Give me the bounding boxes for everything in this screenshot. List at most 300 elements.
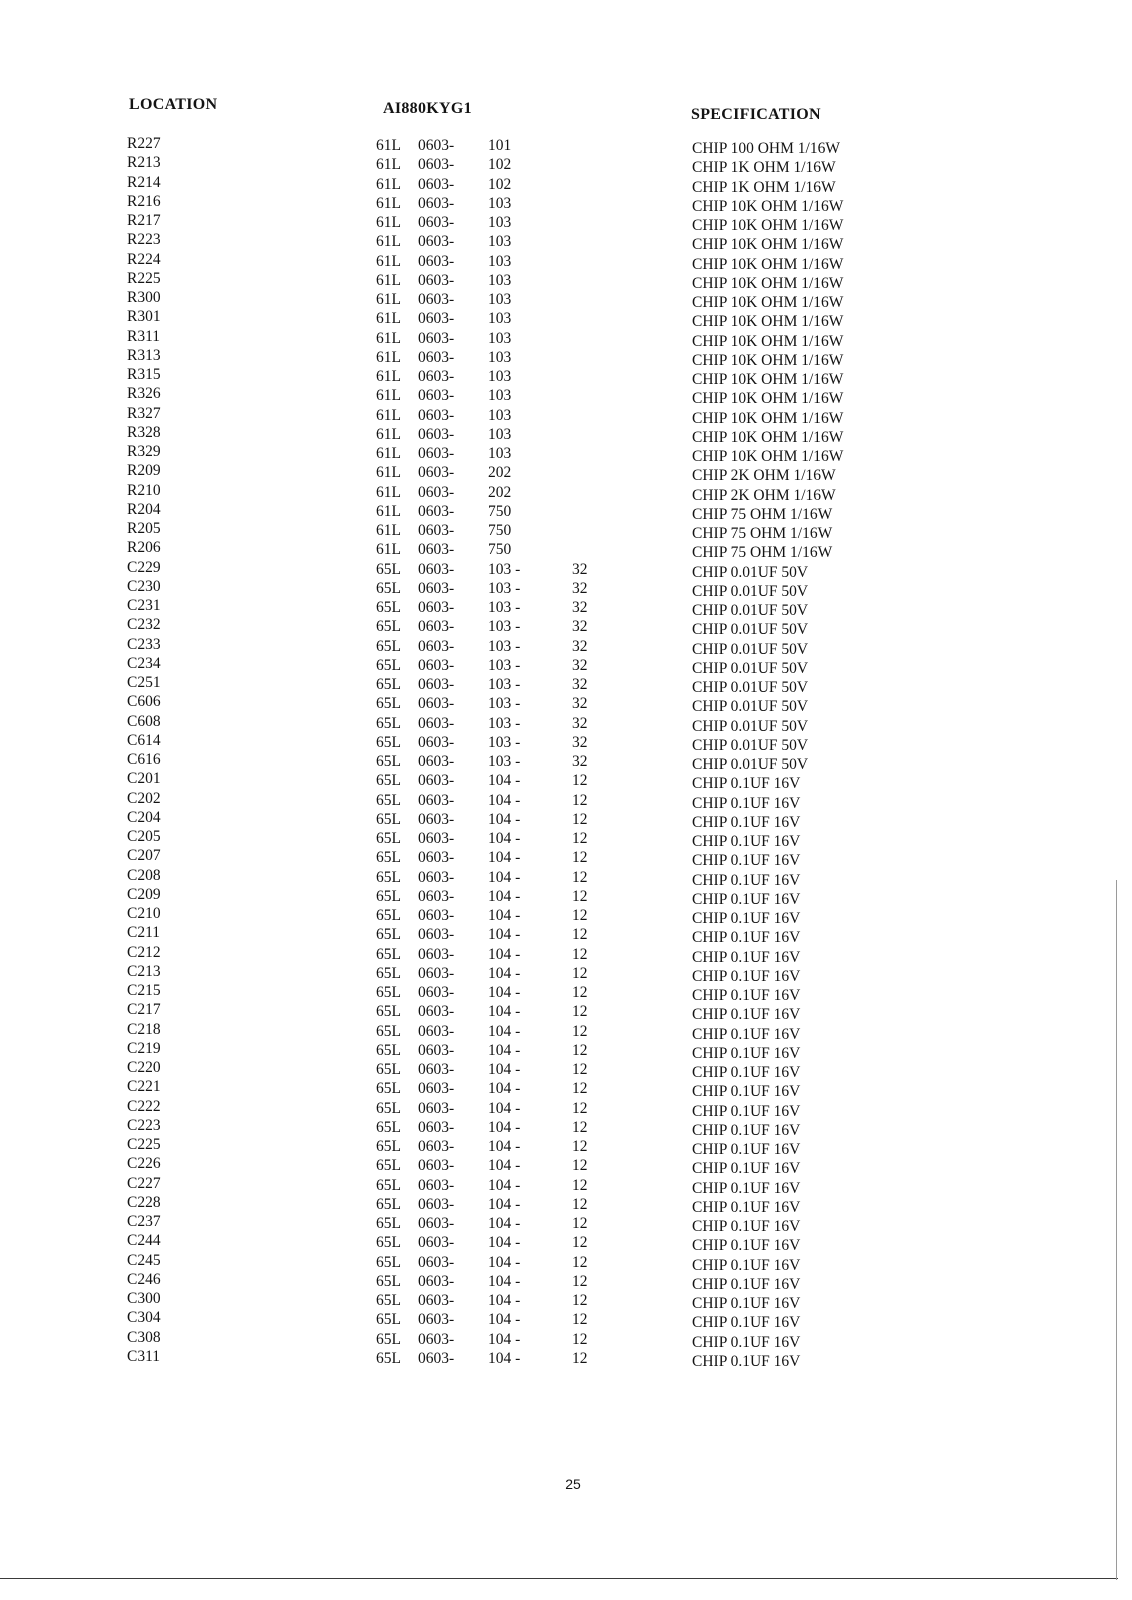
right-edge-line — [1116, 880, 1117, 1580]
value-code-cell: 103 — [488, 233, 512, 251]
location-cell: R206 — [127, 539, 161, 557]
value-code-cell: 103 — [488, 387, 512, 405]
part-prefix-cell: 65L — [376, 964, 401, 982]
specification-cell: CHIP 10K OHM 1/16W — [692, 236, 844, 254]
table-row — [0, 809, 1132, 829]
part-prefix-cell: 65L — [376, 907, 401, 924]
table-row — [0, 482, 1132, 502]
package-code-cell: 0603- — [418, 599, 455, 616]
part-prefix-cell: 65L — [376, 676, 401, 693]
location-cell: C202 — [127, 789, 161, 807]
table-row — [0, 559, 1132, 579]
location-cell: R204 — [127, 500, 161, 518]
package-code-cell: 0603- — [418, 656, 455, 674]
specification-cell: CHIP 0.01UF 50V — [692, 582, 809, 600]
table-row — [0, 174, 1132, 194]
location-cell: C245 — [127, 1251, 161, 1269]
tolerance-code-cell: 12 — [572, 791, 588, 809]
value-code-cell: 103 - — [488, 618, 521, 636]
table-row — [0, 944, 1132, 964]
value-code-cell: 104 - — [488, 1330, 521, 1348]
specification-cell: CHIP 0.1UF 16V — [692, 1275, 801, 1293]
specification-cell: CHIP 0.01UF 50V — [692, 659, 809, 677]
table-row — [0, 328, 1132, 348]
specification-cell: CHIP 1K OHM 1/16W — [692, 178, 836, 196]
part-prefix-cell: 61L — [376, 445, 401, 462]
package-code-cell: 0603- — [418, 830, 455, 847]
part-prefix-cell: 61L — [376, 310, 401, 328]
package-code-cell: 0603- — [418, 1176, 455, 1194]
table-row — [0, 424, 1132, 444]
part-prefix-cell: 65L — [376, 1215, 401, 1232]
package-code-cell: 0603- — [418, 1138, 455, 1155]
value-code-cell: 103 - — [488, 560, 521, 578]
location-cell: C230 — [127, 577, 161, 595]
specification-cell: CHIP 0.1UF 16V — [692, 948, 801, 966]
tolerance-code-cell: 12 — [572, 772, 588, 790]
tolerance-code-cell: 12 — [572, 1292, 588, 1309]
specification-cell: CHIP 0.1UF 16V — [692, 1141, 801, 1158]
specification-cell: CHIP 0.1UF 16V — [692, 1218, 801, 1235]
part-prefix-cell: 65L — [376, 560, 401, 578]
package-code-cell: 0603- — [418, 271, 455, 289]
package-code-cell: 0603- — [418, 791, 455, 809]
value-code-cell: 102 — [488, 156, 512, 174]
specification-cell: CHIP 0.1UF 16V — [692, 775, 801, 793]
part-prefix-cell: 61L — [376, 214, 401, 231]
location-cell: R326 — [127, 385, 161, 403]
tolerance-code-cell: 32 — [572, 579, 588, 597]
specification-cell: CHIP 0.1UF 16V — [692, 1006, 801, 1024]
specification-cell: CHIP 1K OHM 1/16W — [692, 159, 836, 177]
part-prefix-cell: 61L — [376, 194, 401, 212]
location-cell: C220 — [127, 1059, 161, 1076]
table-row — [0, 231, 1132, 254]
tolerance-code-cell: 32 — [572, 637, 588, 655]
tolerance-code-cell: 32 — [572, 560, 588, 578]
value-code-cell: 103 - — [488, 714, 521, 732]
location-cell: C308 — [127, 1328, 161, 1346]
package-code-cell: 0603- — [418, 560, 455, 578]
location-cell: C227 — [127, 1174, 161, 1192]
table-row — [0, 578, 1132, 598]
location-cell: R327 — [127, 404, 161, 422]
location-cell: R210 — [127, 481, 161, 499]
table-row — [0, 212, 1132, 232]
part-prefix-cell: 65L — [376, 810, 401, 828]
location-cell: C208 — [127, 866, 161, 884]
value-code-cell: 104 - — [488, 1349, 521, 1367]
value-code-cell: 104 - — [488, 868, 521, 886]
tolerance-code-cell: 12 — [572, 964, 588, 982]
specification-cell: CHIP 0.1UF 16V — [692, 1256, 801, 1274]
package-code-cell: 0603- — [418, 1080, 455, 1098]
package-code-cell: 0603- — [418, 1022, 455, 1040]
tolerance-code-cell: 32 — [572, 599, 588, 616]
specification-cell: CHIP 0.1UF 16V — [692, 1160, 801, 1178]
part-prefix-cell: 65L — [376, 1118, 401, 1136]
table-row — [0, 616, 1132, 639]
tolerance-code-cell: 32 — [572, 676, 588, 693]
location-cell: R225 — [127, 269, 161, 287]
location-cell: C237 — [127, 1213, 161, 1230]
specification-cell: CHIP 0.1UF 16V — [692, 967, 801, 985]
part-prefix-cell: 65L — [376, 1292, 401, 1309]
specification-cell: CHIP 100 OHM 1/16W — [692, 140, 840, 157]
package-code-cell: 0603- — [418, 926, 455, 944]
package-code-cell: 0603- — [418, 291, 455, 308]
specification-cell: CHIP 10K OHM 1/16W — [692, 217, 844, 234]
value-code-cell: 104 - — [488, 1080, 521, 1098]
tolerance-code-cell: 12 — [572, 1157, 588, 1175]
value-code-cell: 104 - — [488, 1157, 521, 1175]
package-code-cell: 0603- — [418, 1195, 455, 1213]
specification-cell: CHIP 0.1UF 16V — [692, 1025, 801, 1043]
specification-cell: CHIP 0.1UF 16V — [692, 890, 801, 908]
value-code-cell: 104 - — [488, 984, 521, 1001]
table-row — [0, 1348, 1132, 1368]
location-cell: R223 — [127, 231, 161, 249]
part-prefix-cell: 65L — [376, 695, 401, 713]
specification-cell: CHIP 10K OHM 1/16W — [692, 255, 844, 273]
tolerance-code-cell: 12 — [572, 1272, 588, 1290]
package-code-cell: 0603- — [418, 1215, 455, 1232]
package-code-cell: 0603- — [418, 1061, 455, 1078]
tolerance-code-cell: 12 — [572, 1099, 588, 1117]
value-code-cell: 104 - — [488, 1022, 521, 1040]
value-code-cell: 103 - — [488, 656, 521, 674]
package-code-cell: 0603- — [418, 984, 455, 1001]
table-row — [0, 655, 1132, 675]
value-code-cell: 750 — [488, 541, 512, 559]
package-code-cell: 0603- — [418, 695, 455, 713]
specification-cell: CHIP 10K OHM 1/16W — [692, 313, 844, 331]
specification-cell: CHIP 0.1UF 16V — [692, 1314, 801, 1332]
package-code-cell: 0603- — [418, 637, 455, 655]
value-code-cell: 103 - — [488, 599, 521, 616]
location-cell: C228 — [127, 1193, 161, 1211]
tolerance-code-cell: 12 — [572, 1234, 588, 1252]
location-cell: C209 — [127, 885, 161, 903]
table-row — [0, 1155, 1132, 1178]
package-code-cell: 0603- — [418, 310, 455, 328]
table-row — [0, 1001, 1132, 1024]
value-code-cell: 104 - — [488, 1003, 521, 1021]
table-row — [0, 1021, 1132, 1041]
part-prefix-cell: 65L — [376, 1022, 401, 1040]
part-prefix-cell: 65L — [376, 1330, 401, 1348]
value-code-cell: 104 - — [488, 1253, 521, 1271]
specification-cell: CHIP 10K OHM 1/16W — [692, 428, 844, 446]
specification-cell: CHIP 0.1UF 16V — [692, 910, 801, 927]
specification-cell: CHIP 0.01UF 50V — [692, 621, 809, 639]
part-prefix-cell: 65L — [376, 1041, 401, 1059]
location-cell: C616 — [127, 751, 161, 768]
value-code-cell: 103 — [488, 445, 512, 462]
part-prefix-cell: 65L — [376, 637, 401, 655]
table-row — [0, 1329, 1132, 1349]
specification-cell: CHIP 0.1UF 16V — [692, 1044, 801, 1062]
specification-cell: CHIP 10K OHM 1/16W — [692, 197, 844, 215]
table-row — [0, 1252, 1132, 1272]
part-prefix-cell: 65L — [376, 772, 401, 790]
specification-cell: CHIP 0.1UF 16V — [692, 1352, 801, 1370]
package-code-cell: 0603- — [418, 945, 455, 963]
package-code-cell: 0603- — [418, 887, 455, 905]
table-row — [0, 828, 1132, 848]
part-prefix-cell: 61L — [376, 271, 401, 289]
value-code-cell: 104 - — [488, 772, 521, 790]
package-code-cell: 0603- — [418, 1253, 455, 1271]
value-code-cell: 103 — [488, 252, 512, 270]
specification-cell: CHIP 0.01UF 50V — [692, 679, 809, 696]
value-code-cell: 103 - — [488, 676, 521, 693]
location-cell: C300 — [127, 1290, 161, 1307]
specification-cell: CHIP 10K OHM 1/16W — [692, 332, 844, 350]
package-code-cell: 0603- — [418, 406, 455, 424]
package-code-cell: 0603- — [418, 387, 455, 405]
location-cell: C244 — [127, 1232, 161, 1250]
location-cell: R315 — [127, 366, 161, 383]
table-row — [0, 443, 1132, 463]
package-code-cell: 0603- — [418, 733, 455, 751]
specification-cell: CHIP 0.01UF 50V — [692, 640, 809, 658]
table-row — [0, 539, 1132, 562]
value-code-cell: 104 - — [488, 849, 521, 867]
tolerance-code-cell: 12 — [572, 830, 588, 847]
part-prefix-cell: 65L — [376, 579, 401, 597]
specification-cell: CHIP 2K OHM 1/16W — [692, 467, 836, 485]
tolerance-code-cell: 12 — [572, 926, 588, 944]
table-row — [0, 924, 1132, 947]
table-row — [0, 963, 1132, 983]
table-row — [0, 732, 1132, 752]
tolerance-code-cell: 12 — [572, 1022, 588, 1040]
tolerance-code-cell: 12 — [572, 810, 588, 828]
table-row — [0, 847, 1132, 870]
specification-cell: CHIP 10K OHM 1/16W — [692, 351, 844, 369]
package-code-cell: 0603- — [418, 1157, 455, 1175]
specification-column-header: SPECIFICATION — [691, 106, 821, 123]
tolerance-code-cell: 12 — [572, 1003, 588, 1021]
part-prefix-cell: 65L — [376, 945, 401, 963]
part-number-column-header: AI880KYG1 — [383, 100, 472, 117]
table-row — [0, 135, 1132, 155]
table-row — [0, 347, 1132, 367]
value-code-cell: 101 — [488, 137, 512, 154]
value-code-cell: 103 — [488, 425, 512, 443]
location-cell: C233 — [127, 635, 161, 653]
value-code-cell: 103 - — [488, 579, 521, 597]
location-cell: C212 — [127, 943, 161, 961]
package-code-cell: 0603- — [418, 772, 455, 790]
tolerance-code-cell: 32 — [572, 695, 588, 713]
part-prefix-cell: 61L — [376, 483, 401, 501]
value-code-cell: 103 — [488, 291, 512, 308]
value-code-cell: 104 - — [488, 926, 521, 944]
table-row — [0, 1078, 1132, 1101]
package-code-cell: 0603- — [418, 541, 455, 559]
location-cell: R313 — [127, 346, 161, 364]
package-code-cell: 0603- — [418, 233, 455, 251]
package-code-cell: 0603- — [418, 348, 455, 366]
tolerance-code-cell: 32 — [572, 656, 588, 674]
part-prefix-cell: 61L — [376, 291, 401, 308]
table-row — [0, 886, 1132, 906]
tolerance-code-cell: 12 — [572, 945, 588, 963]
location-cell: C221 — [127, 1078, 161, 1096]
specification-cell: CHIP 10K OHM 1/16W — [692, 274, 844, 292]
specification-cell: CHIP 0.1UF 16V — [692, 987, 801, 1004]
tolerance-code-cell: 12 — [572, 1041, 588, 1059]
specification-cell: CHIP 0.1UF 16V — [692, 1198, 801, 1216]
table-row — [0, 1175, 1132, 1195]
specification-cell: CHIP 0.1UF 16V — [692, 1102, 801, 1120]
specification-cell: CHIP 0.1UF 16V — [692, 1179, 801, 1197]
specification-cell: CHIP 0.01UF 50V — [692, 698, 809, 716]
tolerance-code-cell: 12 — [572, 1080, 588, 1098]
package-code-cell: 0603- — [418, 907, 455, 924]
value-code-cell: 104 - — [488, 1176, 521, 1194]
location-cell: R227 — [127, 135, 161, 152]
location-cell: C226 — [127, 1155, 161, 1173]
value-code-cell: 104 - — [488, 964, 521, 982]
value-code-cell: 103 - — [488, 753, 521, 770]
location-cell: C215 — [127, 982, 161, 999]
package-code-cell: 0603- — [418, 502, 455, 520]
specification-cell: CHIP 0.01UF 50V — [692, 756, 809, 773]
tolerance-code-cell: 12 — [572, 1215, 588, 1232]
location-cell: C229 — [127, 558, 161, 576]
package-code-cell: 0603- — [418, 368, 455, 385]
value-code-cell: 103 — [488, 329, 512, 347]
specification-cell: CHIP 2K OHM 1/16W — [692, 486, 836, 504]
location-cell: C311 — [127, 1347, 161, 1365]
location-cell: R209 — [127, 462, 161, 480]
location-cell: C304 — [127, 1309, 161, 1327]
value-code-cell: 103 — [488, 271, 512, 289]
location-cell: C251 — [127, 674, 161, 691]
value-code-cell: 103 - — [488, 637, 521, 655]
page-number: 25 — [565, 1476, 581, 1492]
value-code-cell: 104 - — [488, 1099, 521, 1117]
part-prefix-cell: 65L — [376, 1311, 401, 1329]
table-row — [0, 462, 1132, 485]
value-code-cell: 103 — [488, 310, 512, 328]
part-prefix-cell: 61L — [376, 175, 401, 193]
specification-cell: CHIP 75 OHM 1/16W — [692, 544, 833, 562]
package-code-cell: 0603- — [418, 810, 455, 828]
part-prefix-cell: 65L — [376, 1195, 401, 1213]
part-prefix-cell: 65L — [376, 618, 401, 636]
table-row — [0, 405, 1132, 425]
table-row — [0, 693, 1132, 716]
value-code-cell: 104 - — [488, 1311, 521, 1329]
part-prefix-cell: 65L — [376, 830, 401, 847]
specification-cell: CHIP 0.1UF 16V — [692, 1295, 801, 1312]
package-code-cell: 0603- — [418, 1099, 455, 1117]
location-cell: R329 — [127, 443, 161, 460]
package-code-cell: 0603- — [418, 194, 455, 212]
location-cell: R224 — [127, 250, 161, 268]
part-prefix-cell: 61L — [376, 329, 401, 347]
package-code-cell: 0603- — [418, 137, 455, 154]
value-code-cell: 750 — [488, 522, 512, 539]
package-code-cell: 0603- — [418, 522, 455, 539]
specification-cell: CHIP 10K OHM 1/16W — [692, 409, 844, 427]
table-row — [0, 1059, 1132, 1079]
tolerance-code-cell: 12 — [572, 1349, 588, 1367]
location-cell: C211 — [127, 924, 161, 942]
location-cell: R300 — [127, 289, 161, 306]
part-prefix-cell: 65L — [376, 1176, 401, 1194]
location-cell: R301 — [127, 308, 161, 326]
value-code-cell: 103 — [488, 214, 512, 231]
location-cell: C213 — [127, 962, 161, 980]
table-row — [0, 251, 1132, 271]
location-cell: R328 — [127, 423, 161, 441]
location-cell: C205 — [127, 828, 161, 845]
specification-cell: CHIP 0.1UF 16V — [692, 852, 801, 870]
location-cell: C201 — [127, 770, 161, 788]
specification-cell: CHIP 0.1UF 16V — [692, 833, 801, 850]
package-code-cell: 0603- — [418, 252, 455, 270]
location-cell: C207 — [127, 847, 161, 865]
table-row — [0, 770, 1132, 793]
table-row — [0, 520, 1132, 540]
value-code-cell: 103 — [488, 406, 512, 424]
package-code-cell: 0603- — [418, 175, 455, 193]
tolerance-code-cell: 12 — [572, 1138, 588, 1155]
location-cell: C606 — [127, 693, 161, 711]
specification-cell: CHIP 10K OHM 1/16W — [692, 448, 844, 465]
specification-cell: CHIP 0.1UF 16V — [692, 1333, 801, 1351]
tolerance-code-cell: 12 — [572, 887, 588, 905]
table-row — [0, 597, 1132, 617]
table-row — [0, 1098, 1132, 1118]
value-code-cell: 104 - — [488, 1061, 521, 1078]
value-code-cell: 104 - — [488, 887, 521, 905]
package-code-cell: 0603- — [418, 1349, 455, 1367]
specification-cell: CHIP 0.01UF 50V — [692, 563, 809, 581]
package-code-cell: 0603- — [418, 214, 455, 231]
part-prefix-cell: 61L — [376, 502, 401, 520]
location-cell: C225 — [127, 1136, 161, 1153]
value-code-cell: 750 — [488, 502, 512, 520]
table-row — [0, 905, 1132, 925]
value-code-cell: 103 - — [488, 733, 521, 751]
location-cell: C218 — [127, 1020, 161, 1038]
part-prefix-cell: 65L — [376, 1272, 401, 1290]
value-code-cell: 103 — [488, 348, 512, 366]
table-row — [0, 270, 1132, 290]
table-row — [0, 193, 1132, 213]
part-prefix-cell: 61L — [376, 252, 401, 270]
table-row — [0, 1117, 1132, 1137]
tolerance-code-cell: 32 — [572, 618, 588, 636]
package-code-cell: 0603- — [418, 714, 455, 732]
part-prefix-cell: 65L — [376, 1080, 401, 1098]
tolerance-code-cell: 12 — [572, 1061, 588, 1078]
location-cell: C204 — [127, 808, 161, 826]
table-row — [0, 154, 1132, 177]
table-row — [0, 1290, 1132, 1310]
specification-cell: CHIP 0.1UF 16V — [692, 794, 801, 812]
package-code-cell: 0603- — [418, 579, 455, 597]
tolerance-code-cell: 12 — [572, 907, 588, 924]
package-code-cell: 0603- — [418, 1311, 455, 1329]
tolerance-code-cell: 12 — [572, 1118, 588, 1136]
